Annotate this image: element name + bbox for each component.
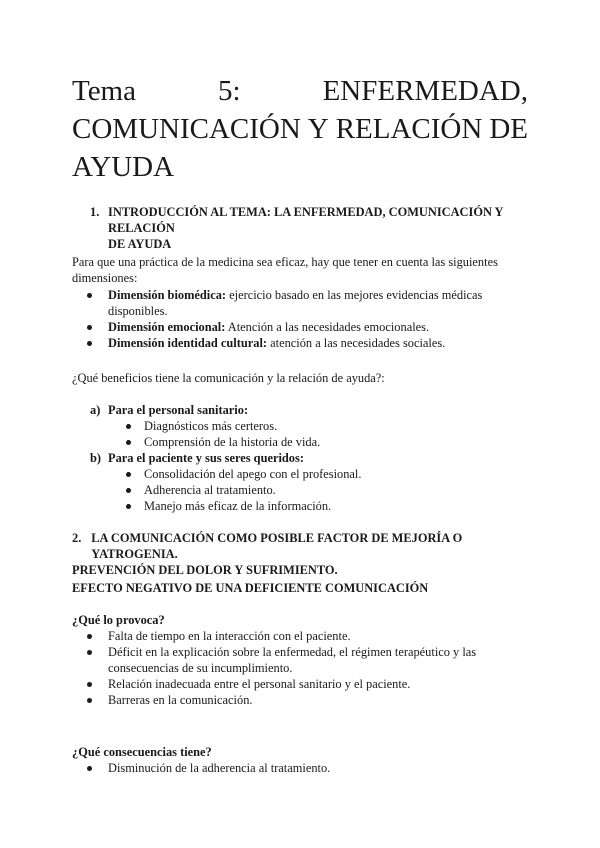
- consequences-section: [72, 744, 528, 776]
- section-heading-line: INTRODUCCIÓN AL TEMA: LA ENFERMEDAD, COMUNICACIÓN Y RELACIÓN: [108, 205, 504, 235]
- bullet-icon: [126, 504, 131, 509]
- section-heading-line: DE AYUDA: [108, 237, 172, 251]
- title-word: Y: [307, 113, 329, 145]
- intro-paragraph: [72, 254, 528, 286]
- paragraph-line: dimensiones:: [72, 271, 138, 285]
- list-item: Barreras en la comunicación.: [72, 692, 528, 708]
- list-item: Comprensión de la historia de vida.: [72, 434, 528, 450]
- list-item: Dimensión emocional: Atención a las necesidades emocionales.: [72, 319, 528, 335]
- document-title: [72, 72, 528, 186]
- bullet-icon: [126, 488, 131, 493]
- section-1-heading: [72, 204, 528, 252]
- bullet-icon: [87, 341, 92, 346]
- title-line-2: [72, 110, 528, 148]
- bullet-icon: [87, 293, 92, 298]
- list-item: Manejo más eficaz de la información.: [72, 498, 528, 514]
- title-word: Tema: [72, 75, 136, 107]
- bullet-icon: [87, 698, 92, 703]
- title-word: 5:: [218, 75, 241, 107]
- causes-section: [72, 612, 528, 708]
- list-item: Relación inadecuada entre el personal sanitario y el paciente.: [72, 676, 528, 692]
- benefits-list: [72, 402, 528, 514]
- bullet-icon: [87, 650, 92, 655]
- benefit-group-heading: a) Para el personal sanitario:: [90, 403, 249, 417]
- section-heading-line: 2. LA COMUNICACIÓN COMO POSIBLE FACTOR DE MEJORÍA O YATROGENIA.: [72, 531, 463, 561]
- section-2-heading: [72, 530, 528, 578]
- causes-question: ¿Qué lo provoca?: [72, 613, 165, 627]
- bullet-icon: [87, 325, 92, 330]
- paragraph-line: Para que una práctica de la medicina sea eficaz, hay que tener en cuenta las siguientes: [72, 255, 498, 269]
- section-heading-line: PREVENCIÓN DEL DOLOR Y SUFRIMIENTO.: [72, 563, 338, 577]
- title-word: ENFERMEDAD,: [322, 75, 528, 107]
- title-line-1: [72, 72, 528, 110]
- benefits-question: ¿Qué beneficios tiene la comunicación y la relación de ayuda?:: [72, 371, 385, 385]
- list-item: Falta de tiempo en la interacción con el paciente.: [72, 628, 528, 644]
- list-item: Dimensión identidad cultural: atención a las necesidades sociales.: [72, 335, 528, 351]
- title-line-3: AYUDA: [72, 151, 175, 183]
- list-item: Adherencia al tratamiento.: [72, 482, 528, 498]
- bullet-icon: [87, 634, 92, 639]
- list-item: Déficit en la explicación sobre la enfermedad, el régimen terapéutico y las consecuencias de su incumplimiento.: [72, 644, 528, 676]
- title-word: COMUNICACIÓN: [72, 113, 301, 145]
- subsection-heading: EFECTO NEGATIVO DE UNA DEFICIENTE COMUNICACIÓN: [72, 581, 429, 595]
- benefit-group-heading: b) Para el paciente y sus seres queridos:: [90, 451, 304, 465]
- title-word: DE: [489, 113, 528, 145]
- bullet-icon: [126, 472, 131, 477]
- list-item: Disminución de la adherencia al tratamiento.: [72, 760, 528, 776]
- dimensions-list: [72, 287, 528, 351]
- consequences-question: ¿Qué consecuencias tiene?: [72, 745, 212, 759]
- list-item: Dimensión biomédica: ejercicio basado en las mejores evidencias médicas disponibles.: [72, 287, 528, 319]
- title-word: RELACIÓN: [335, 113, 483, 145]
- bullet-icon: [87, 766, 92, 771]
- list-item: Diagnósticos más certeros.: [72, 418, 528, 434]
- bullet-icon: [87, 682, 92, 687]
- list-item: Consolidación del apego con el profesional.: [72, 466, 528, 482]
- section-number: 1.: [90, 205, 100, 219]
- bullet-icon: [126, 440, 131, 445]
- bullet-icon: [126, 424, 131, 429]
